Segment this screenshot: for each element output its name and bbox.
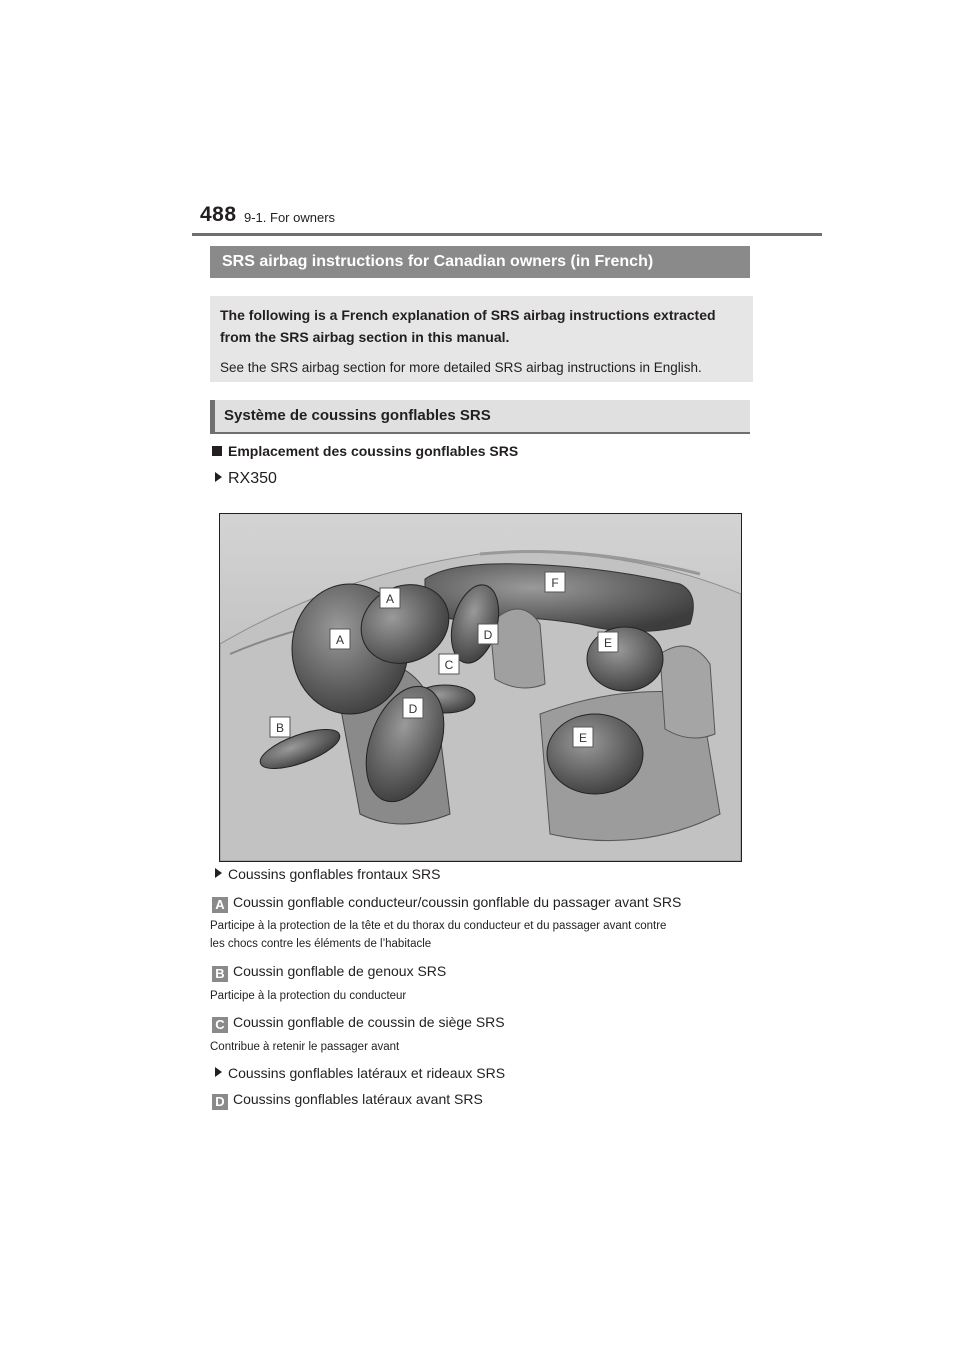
item-a-desc-1: Participe à la protection de la tête et du thorax du conducteur et du passager avant contre: [210, 920, 667, 932]
page-title: SRS airbag instructions for Canadian owners (in French): [210, 246, 750, 278]
triangle-bullet-icon: [215, 1067, 222, 1077]
section-label: 9-1. For owners: [244, 210, 336, 225]
figure-label: B: [275, 721, 285, 735]
frontal-group: [215, 866, 440, 882]
item-c-text: Coussin gonflable de coussin de siège SRS: [233, 1014, 505, 1030]
section-heading-text: Emplacement des coussins gonflables SRS: [228, 443, 519, 459]
figure-label: A: [385, 592, 395, 606]
figure-label: E: [603, 636, 613, 650]
model-text: RX350: [228, 470, 277, 487]
intro-line-3: See the SRS airbag section for more detailed SRS airbag instructions in English.: [220, 360, 702, 375]
intro-line-1: The following is a French explanation of SRS airbag instructions extracted: [220, 307, 716, 323]
badge-c: C: [212, 1017, 228, 1033]
badge-b: B: [212, 966, 228, 982]
intro-line-2: from the SRS airbag section in this manual.: [220, 329, 510, 345]
badge-d: D: [212, 1094, 228, 1110]
subtitle: Système de coussins gonflables SRS: [210, 400, 750, 434]
triangle-bullet-icon: [215, 472, 222, 482]
model-heading: [215, 470, 277, 488]
item-a-desc-2: les chocs contre les éléments de l’habitacle: [210, 938, 432, 950]
item-a-text: Coussin gonflable conducteur/coussin gonflable du passager avant SRS: [233, 894, 682, 910]
page-number: 488: [200, 203, 237, 226]
figure-label: A: [335, 633, 345, 647]
figure-label: C: [444, 658, 454, 672]
square-bullet-icon: [212, 446, 222, 456]
figure-label: F: [551, 576, 559, 590]
header-rule: [192, 233, 822, 236]
item-c-desc: Contribue à retenir le passager avant: [210, 1041, 400, 1053]
car-interior-drawing: [220, 514, 741, 861]
figure-label: E: [578, 731, 588, 745]
intro-box: [210, 296, 753, 382]
item-d-text: Coussins gonflables latéraux avant SRS: [233, 1091, 483, 1107]
item-b-desc: Participe à la protection du conducteur: [210, 990, 407, 1002]
section-heading: [212, 443, 518, 459]
item-b-text: Coussin gonflable de genoux SRS: [233, 963, 447, 979]
frontal-group-text: Coussins gonflables frontaux SRS: [228, 866, 441, 882]
triangle-bullet-icon: [215, 868, 222, 878]
figure-label: D: [408, 702, 418, 716]
side-group-text: Coussins gonflables latéraux et rideaux SRS: [228, 1065, 506, 1081]
side-group: [215, 1065, 505, 1081]
airbag-illustration: [219, 513, 742, 862]
figure-label: D: [483, 628, 493, 642]
badge-a: A: [212, 897, 228, 913]
